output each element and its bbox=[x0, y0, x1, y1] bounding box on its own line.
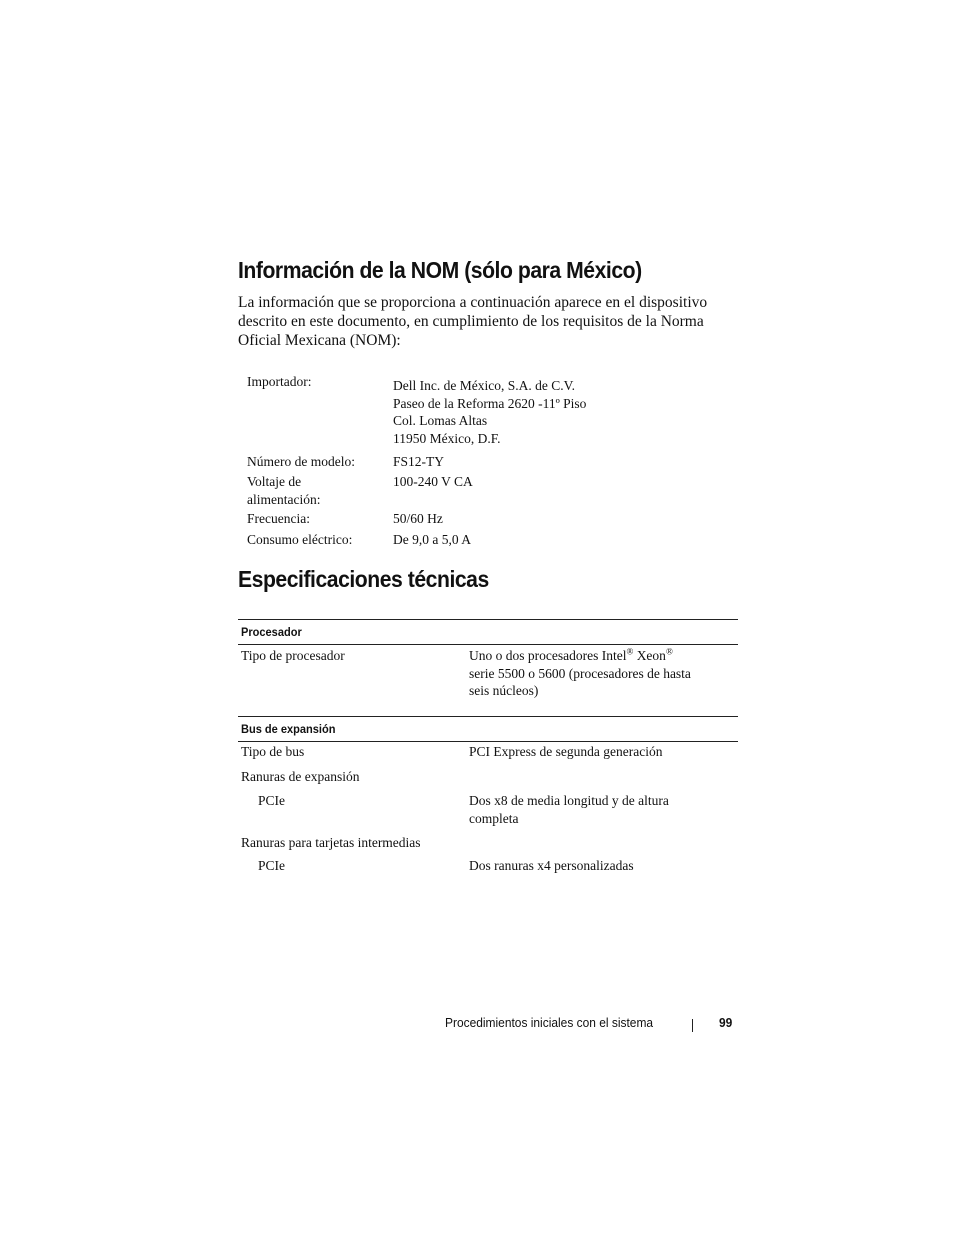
table-rule bbox=[238, 716, 738, 717]
nom-value: FS12-TY bbox=[393, 454, 445, 469]
intro-line: Oficial Mexicana (NOM): bbox=[238, 332, 401, 349]
nom-value: De 9,0 a 5,0 A bbox=[393, 532, 471, 547]
processor-type-value-line: serie 5500 o 5600 (procesadores de hasta bbox=[469, 665, 691, 681]
nom-label: Número de modelo: bbox=[247, 454, 355, 469]
expansion-slots-label: Ranuras de expansión bbox=[241, 769, 360, 784]
expansion-header: Bus de expansión bbox=[241, 722, 336, 736]
expansion-pcie-value: completa bbox=[469, 810, 519, 826]
nom-value: Paseo de la Reforma 2620 -11º Piso bbox=[393, 395, 587, 411]
nom-intro-paragraph bbox=[238, 293, 738, 350]
nom-label: Importador: bbox=[247, 374, 312, 389]
bus-type-value: PCI Express de segunda generación bbox=[469, 744, 663, 759]
processor-type-text: Uno o dos procesadores Intel bbox=[469, 648, 627, 663]
processor-header: Procesador bbox=[241, 625, 302, 639]
footer-text: Procedimientos iniciales con el sistema bbox=[445, 1015, 654, 1030]
nom-value: Dell Inc. de México, S.A. de C.V. bbox=[393, 378, 575, 393]
processor-type-value-line: seis núcleos) bbox=[469, 683, 539, 698]
intro-line: La información que se proporciona a continuación aparece en el dispositivo bbox=[238, 294, 708, 311]
nom-label: alimentación: bbox=[247, 491, 321, 507]
table-rule bbox=[238, 644, 738, 645]
mezzanine-pcie-label: PCIe bbox=[258, 858, 285, 873]
processor-type-value bbox=[469, 647, 673, 665]
table-rule bbox=[238, 741, 738, 742]
intro-line: descrito en este documento, en cumplimiento de los requisitos de la Norma bbox=[238, 313, 704, 330]
nom-section-title: Información de la NOM (sólo para México) bbox=[238, 257, 642, 283]
nom-label: Voltaje de bbox=[247, 474, 302, 489]
mezzanine-pcie-value: Dos ranuras x4 personalizadas bbox=[469, 858, 634, 873]
mezzanine-slots-label: Ranuras para tarjetas intermedias bbox=[241, 835, 421, 850]
registered-mark: ® bbox=[665, 646, 673, 657]
registered-mark: ® bbox=[626, 646, 634, 657]
nom-value: Col. Lomas Altas bbox=[393, 413, 488, 428]
processor-type-text: Xeon bbox=[633, 648, 666, 663]
nom-label: Consumo eléctrico: bbox=[247, 532, 353, 547]
table-rule bbox=[238, 619, 738, 620]
footer-separator bbox=[692, 1019, 693, 1032]
nom-value: 11950 México, D.F. bbox=[393, 430, 501, 446]
processor-type-label: Tipo de procesador bbox=[241, 648, 345, 663]
nom-value: 100-240 V CA bbox=[393, 474, 473, 489]
nom-label: Frecuencia: bbox=[247, 511, 310, 526]
expansion-pcie-label: PCIe bbox=[258, 793, 285, 808]
specs-section-title: Especificaciones técnicas bbox=[238, 566, 489, 592]
page-number: 99 bbox=[719, 1015, 733, 1030]
expansion-pcie-value: Dos x8 de media longitud y de altura bbox=[469, 793, 669, 808]
nom-value: 50/60 Hz bbox=[393, 511, 443, 526]
bus-type-label: Tipo de bus bbox=[241, 744, 305, 759]
